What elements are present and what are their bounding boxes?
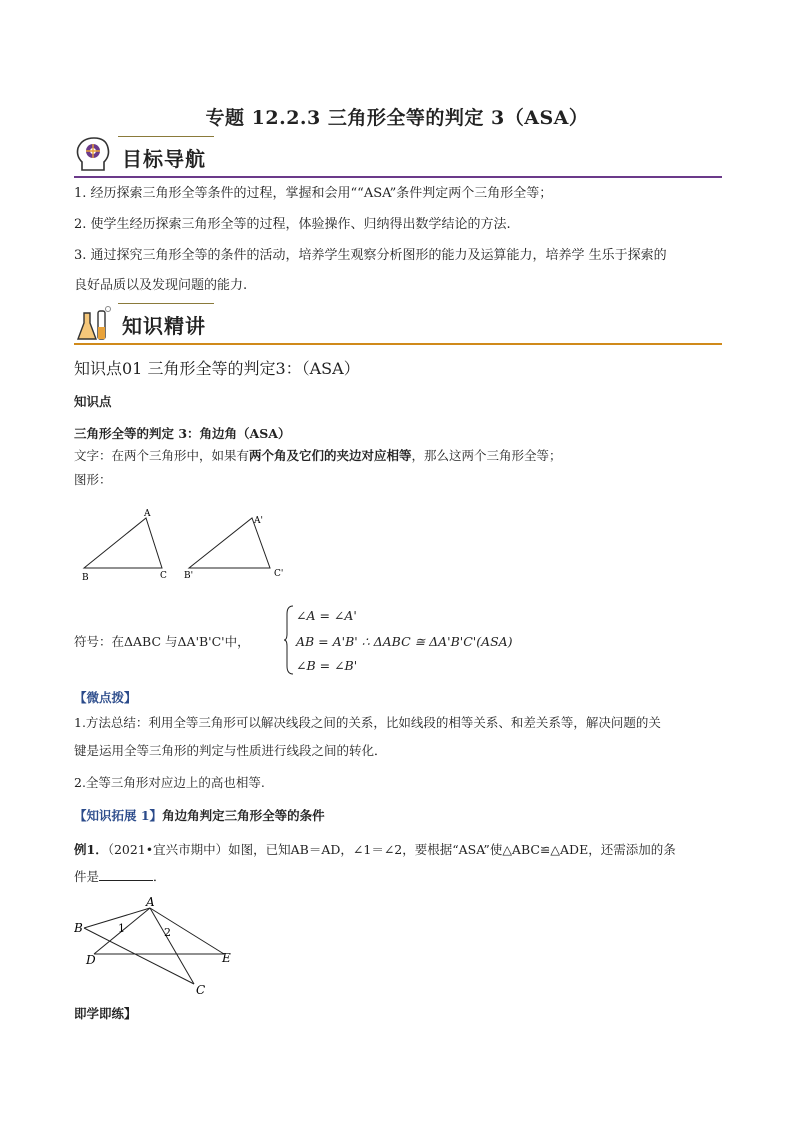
header-top-rule	[118, 303, 214, 304]
text-prefix: 文字：在两个三角形中，如果有	[74, 448, 250, 463]
flask-icon	[74, 303, 114, 343]
section-label: 知识精讲	[122, 314, 206, 338]
extension-bracket: 【知识拓展 1】	[74, 808, 163, 823]
vertex-c-prime: C'	[274, 569, 284, 579]
section-header-knowledge	[74, 303, 722, 345]
vertex-b: B	[82, 573, 89, 583]
note-2: 2.全等三角形对应边上的高也相等.	[74, 775, 265, 790]
angle-2-label: 2	[164, 926, 171, 939]
weidian-heading: 【微点拨】	[74, 690, 137, 705]
vertex-a-prime: A'	[254, 516, 263, 526]
example-text-cont: 件是	[74, 869, 100, 884]
example-text: （2021•宜兴市期中）如图，已知AB＝AD，∠1＝∠2，要根据“ASA”使△ABC≌△ADE，还需添加的条	[107, 842, 676, 857]
left-brace	[284, 604, 294, 676]
system-line-1: ∠A = ∠A'	[296, 608, 357, 623]
system-line-2: AB = A'B' ∴ ΔABC ≅ ΔA'B'C'(ASA)	[296, 634, 513, 649]
point-d: D	[86, 953, 96, 967]
angle-1-label: 1	[118, 922, 125, 935]
goal-2: 2. 使学生经历探索三角形全等的过程，体验操作、归纳得出数学结论的方法.	[74, 217, 511, 232]
note-1-line-2: 键是运用全等三角形的判定与性质进行线段之间的转化．	[74, 743, 387, 758]
page-title: 专题 12.2.3 三角形全等的判定 3（ASA）	[205, 107, 589, 129]
example-period: ．	[153, 869, 166, 884]
knowledge-point-title: 知识点01 三角形全等的判定3：（ASA）	[74, 359, 360, 378]
practice-heading: 即学即练】	[74, 1006, 137, 1021]
vertex-b-prime: B'	[184, 571, 194, 581]
extension-heading	[74, 806, 724, 826]
note-1-line-1: 1.方法总结：利用全等三角形可以解决线段之间的关系，比如线段的相等关系、和差关系等，解决问题的关	[74, 715, 661, 730]
vertex-a: A	[144, 509, 151, 519]
section-rule	[74, 176, 722, 178]
example-1-line-2	[74, 867, 724, 887]
goal-1: 1. 经历探索三角形全等条件的过程，掌握和会用““ASA”条件判定两个三角形全等；	[74, 186, 553, 201]
system-line-3: ∠B = ∠B'	[296, 658, 358, 673]
section-rule	[74, 343, 722, 345]
segment-ab	[84, 908, 150, 928]
goal-3-continued: 良好品质以及发现问题的能力.	[74, 278, 248, 293]
example-1-line-1	[74, 840, 724, 860]
text-bold: 两个角及它们的夹边对应相等	[249, 448, 412, 463]
triangle-a1b1c1	[184, 516, 283, 581]
triangle-abc	[82, 509, 167, 583]
point-b: B	[74, 921, 83, 935]
example-label: 例1．	[74, 842, 108, 857]
point-c: C	[196, 983, 206, 997]
head-gear-icon	[74, 136, 114, 176]
answer-blank[interactable]	[99, 868, 153, 881]
segment-ae	[150, 908, 224, 954]
triangle-figures	[74, 506, 304, 586]
goal-3: 3. 通过探究三角形全等的条件的活动，培养学生观察分析图形的能力及运算能力，培养学 生乐于探索的	[74, 248, 667, 263]
knowledge-label: 知识点	[74, 394, 112, 409]
section-header-goals	[74, 136, 722, 178]
section-label: 目标导航	[122, 147, 206, 171]
rule-text	[74, 446, 724, 466]
vertex-c: C	[160, 571, 167, 581]
header-top-rule	[118, 136, 214, 137]
point-e: E	[222, 951, 231, 965]
point-a: A	[146, 895, 155, 909]
extension-title: 角边角判定三角形全等的条件	[162, 808, 325, 823]
symbol-label: 符号：在ΔABC 与ΔA'B'C'中，	[74, 634, 250, 649]
example-figure	[74, 894, 244, 998]
text-suffix: ，那么这两个三角形全等；	[411, 448, 562, 463]
figure-label: 图形：	[74, 472, 112, 487]
rule-title: 三角形全等的判定 3：角边角（ASA）	[74, 426, 291, 441]
